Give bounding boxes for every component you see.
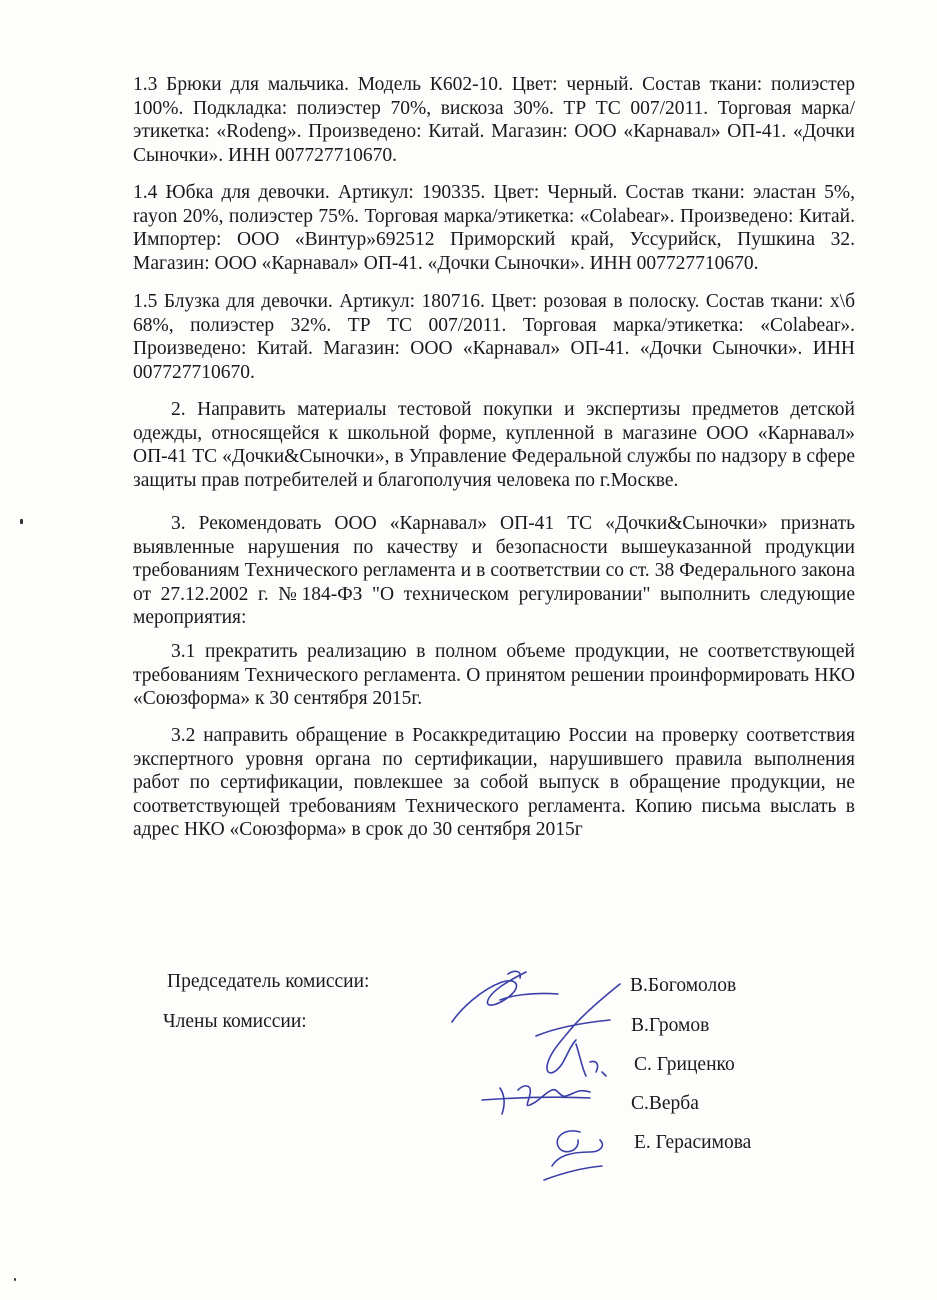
item-1-3-paragraph: 1.3 Брюки для мальчика. Модель К602-10. Цвет: черный. Состав ткани: полиэстер 100%. Подкладка: полиэстер 70%, вискоза 30%. ТР ТС 007/2011. Торговая марка/этикетка: «Rodeng». Произведено: Китай. Магазин: ООО «Карнавал» ОП-41. «Дочки Сыночки». ИНН 007727710670. bbox=[133, 74, 855, 166]
signatory-name-5: Е. Герасимова bbox=[634, 1132, 752, 1153]
signature-3-stroke bbox=[482, 1086, 590, 1114]
scan-speck bbox=[14, 1278, 16, 1281]
signature-2-tail bbox=[576, 1044, 606, 1076]
item-3-2-paragraph: 3.2 направить обращение в Росаккредитацию России на проверку соответствия экспертного уровня органа по сертификации, нарушившего правила выполнения работ по сертификации, повлекшее за собой выпуск в обращение продукции, не соответствующей требованиям Технического регламента. Копию письма выслать в адрес НКО «Союзформа» в срок до 30 сентября 2015г bbox=[133, 725, 855, 840]
item-3-paragraph: 3. Рекомендовать ООО «Карнавал» ОП-41 ТС «Дочки&Сыночки» признать выявленные нарушения по качеству и безопасности вышеуказанной продукции требованиям Технического регламента и в соответствии со ст. 38 Федерального закона от 27.12.2002 г. №184-ФЗ "О техническом регулировании" выполнить следующие мероприятия: bbox=[133, 513, 855, 628]
signatory-name-2: В.Громов bbox=[631, 1015, 710, 1036]
item-2-paragraph: 2. Направить материалы тестовой покупки и экспертизы предметов детской одежды, относящейся к школьной форме, купленной в магазине ООО «Карнавал» ОП-41 ТС «Дочки&Сыночки», в Управление Федеральной службы по надзору в сфере защиты прав потребителей и благополучия человека по г.Москве. bbox=[133, 399, 855, 491]
signatory-name-3: С. Гриценко bbox=[634, 1054, 735, 1075]
signatory-name-4: С.Верба bbox=[631, 1093, 699, 1114]
handwritten-signatures bbox=[440, 960, 640, 1190]
signature-1-loop bbox=[508, 971, 520, 978]
item-3-1-paragraph: 3.1 прекратить реализацию в полном объеме продукции, не соответствующей требованиям Технического регламента. О принятом решении проинформировать НКО «Союзформа» к 30 сентября 2015г. bbox=[133, 641, 855, 709]
signatory-name-1: В.Богомолов bbox=[630, 975, 737, 996]
signature-1-stroke bbox=[452, 972, 558, 1022]
item-1-4-paragraph: 1.4 Юбка для девочки. Артикул: 190335. Цвет: Черный. Состав ткани: эластан 5%, rayon 20%, полиэстер 75%. Торговая марка/этикетка: «Colabear». Произведено: Китай. Импортер: ООО «Винтур»692512 Приморский край, Уссурийск, Пушкина 32. Магазин: ООО «Карнавал» ОП-41. «Дочки Сыночки». ИНН 007727710670. bbox=[133, 182, 855, 274]
chairman-label: Председатель комиссии: bbox=[167, 971, 370, 992]
signature-2-stroke bbox=[536, 984, 620, 1073]
members-label: Члены комиссии: bbox=[163, 1011, 307, 1032]
scan-speck bbox=[20, 519, 23, 524]
item-1-5-paragraph: 1.5 Блузка для девочки. Артикул: 180716. Цвет: розовая в полоску. Состав ткани: х\б 68%, полиэстер 32%. ТР ТС 007/2011. Торговая марка/этикетка: «Colabear». Произведено: Китай. Магазин: ООО «Карнавал» ОП-41. «Дочки Сыночки». ИНН 007727710670. bbox=[133, 291, 855, 383]
signature-4-stroke bbox=[544, 1131, 602, 1180]
